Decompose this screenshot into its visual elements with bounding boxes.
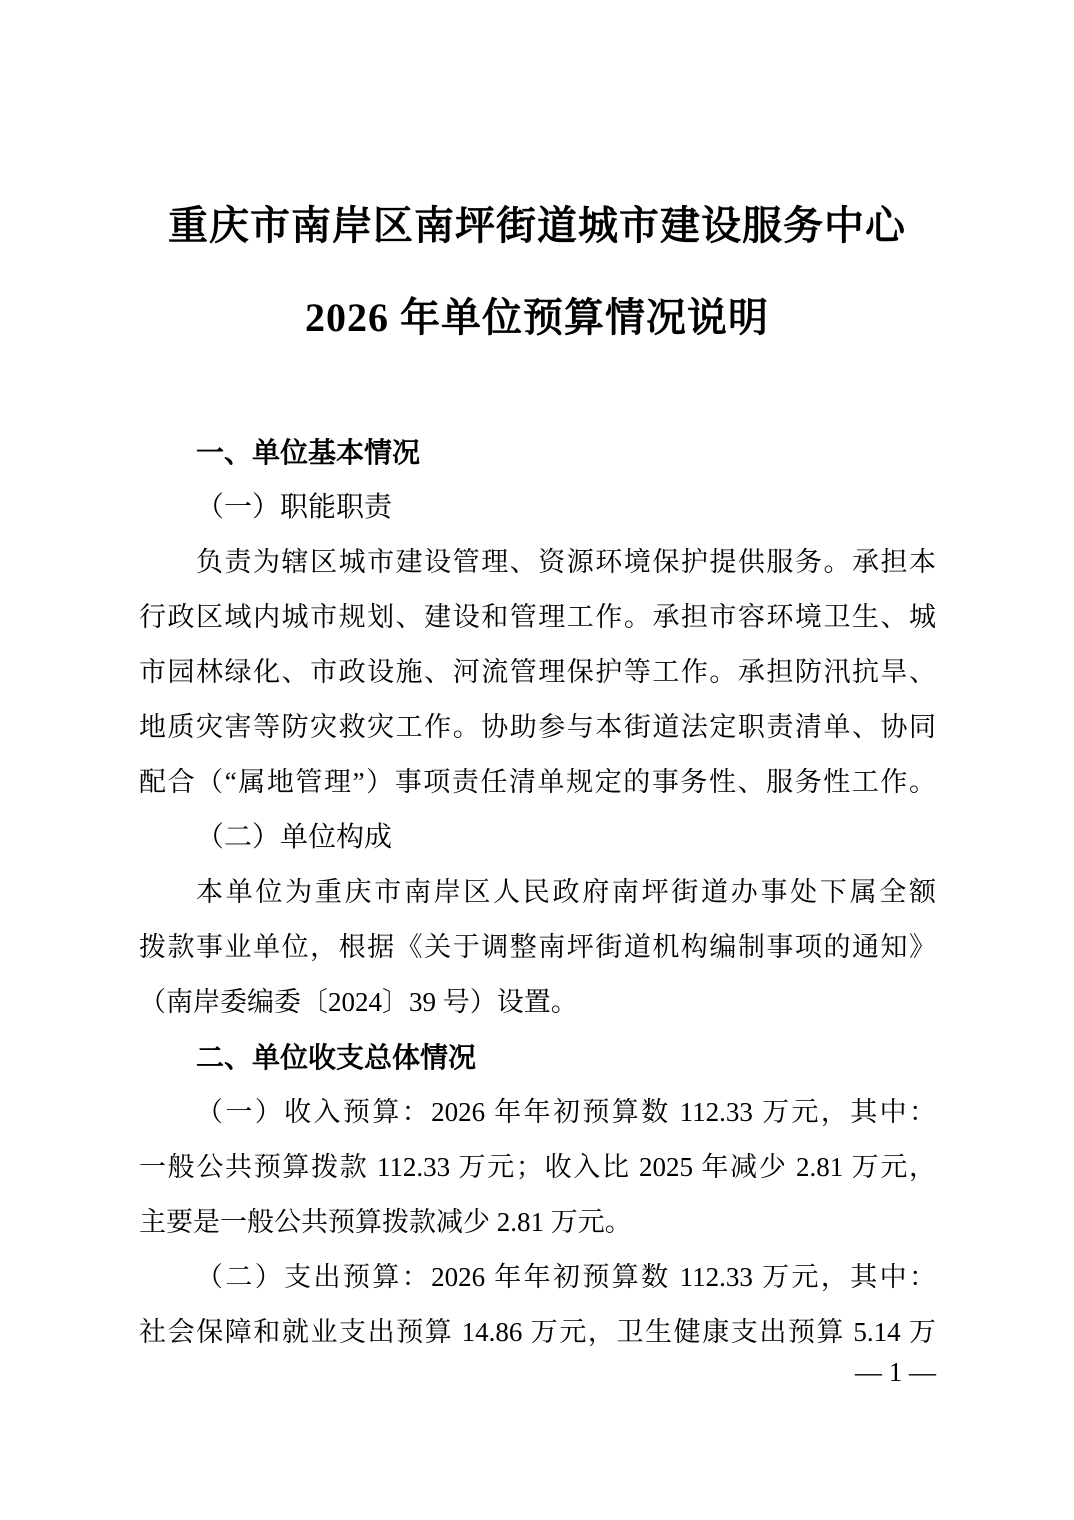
- text-line: （一）收入预算：2026 年年初预算数 112.33 万元，其中：: [196, 1097, 936, 1127]
- text-line: 行政区域内城市规划、建设和管理工作。承担市容环境卫生、城: [139, 602, 936, 632]
- document-title-line2: 2026 年单位预算情况说明: [305, 295, 769, 340]
- document-title-line1: 重庆市南岸区南坪街道城市建设服务中心: [168, 203, 906, 248]
- text-line: 二、单位收支总体情况: [196, 1042, 477, 1073]
- text-line: 市园林绿化、市政设施、河流管理保护等工作。承担防汛抗旱、: [139, 657, 936, 687]
- text-line: 地质灾害等防灾救灾工作。协助参与本街道法定职责清单、协同: [139, 712, 936, 742]
- text-line: 社会保障和就业支出预算 14.86 万元，卫生健康支出预算 5.14 万: [139, 1317, 936, 1347]
- text-line: 负责为辖区城市建设管理、资源环境保护提供服务。承担本: [196, 547, 936, 577]
- text-line: 一般公共预算拨款 112.33 万元；收入比 2025 年减少 2.81 万元，: [139, 1152, 936, 1182]
- footer-page-number: — 1 —: [855, 1357, 936, 1387]
- text-line: 配合（“属地管理”）事项责任清单规定的事务性、服务性工作。: [139, 767, 936, 797]
- text-line: 一、单位基本情况: [196, 437, 421, 468]
- document-body-lines: [139, 425, 936, 1360]
- text-line: （二）支出预算：2026 年年初预算数 112.33 万元，其中：: [196, 1262, 936, 1292]
- text-line: （南岸委编委〔2024〕39 号）设置。: [139, 987, 578, 1017]
- text-line: （一）职能职责: [196, 492, 393, 523]
- text-line: （二）单位构成: [196, 822, 393, 853]
- text-line: 拨款事业单位，根据《关于调整南坪街道机构编制事项的通知》: [139, 932, 936, 962]
- text-line: 本单位为重庆市南岸区人民政府南坪街道办事处下属全额: [196, 877, 936, 907]
- text-line: 主要是一般公共预算拨款减少 2.81 万元。: [139, 1207, 632, 1237]
